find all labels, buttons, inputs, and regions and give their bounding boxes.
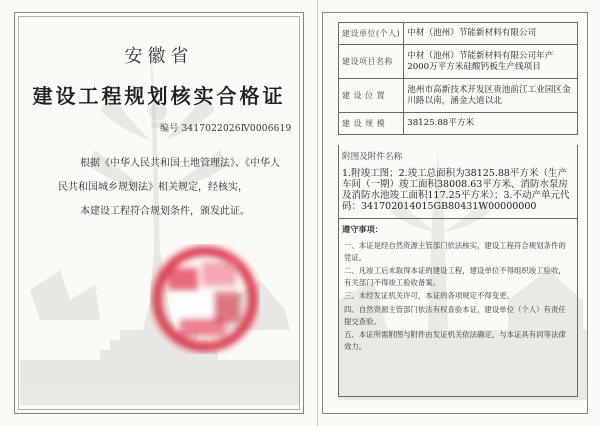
certificate-body <box>58 152 280 224</box>
list-item: 三、未经发证机关许可，本证的各项规定不得变更。 <box>344 291 514 301</box>
value-location: 池州市高新技术开发区贵池前江工业园区金川路以南，涵金大道以北 <box>404 79 578 113</box>
body-paragraph-legal-basis: 根据《中华人民共和国土地管理法》、《中华人民共和国城乡规划法》相关规定，经核实， <box>58 158 280 193</box>
table-row <box>339 45 578 79</box>
province-name: 安徽省 <box>124 46 194 67</box>
list-item: 二、凡竣工后未取得本证的建设工程，建设单位不得组织竣工验收，有关部门不得竣工验收备案。 <box>344 266 566 287</box>
label-builder: 建设单位(个人) <box>339 23 404 45</box>
value-scale: 38125.88平方米 <box>404 113 578 135</box>
certificate-title: 建设工程规划核实合格证 <box>32 84 286 108</box>
list-item: 一、本证是经自然资源主管部门依法核实，建设工程符合规划条件的凭证。 <box>344 241 566 262</box>
official-seal-icon <box>150 244 260 354</box>
attachments-title: 附图及附件名称 <box>342 152 403 162</box>
project-info-table <box>338 22 578 135</box>
label-location: 建 设 位 置 <box>339 79 404 113</box>
value-builder: 中材（池州）节能新材料有限公司 <box>404 23 578 45</box>
body-paragraph-conclusion: 本建设工程符合规划条件，颁发此证。 <box>80 206 250 217</box>
list-item: 四、自然资源主管部门依法有权查验本证，建设单位（个人）有责任提交查验。 <box>344 304 566 326</box>
label-project-name: 建设项目名称 <box>339 45 404 79</box>
table-row <box>339 23 578 45</box>
value-project-name: 中材（池州）节能新材料有限公司年产2000万平方米硅酸钙板生产线项目 <box>404 45 578 79</box>
label-scale: 建 设 规 模 <box>339 113 404 135</box>
certificate-number: 编号 3417022026Ⅳ0006619 <box>160 124 292 134</box>
table-row <box>339 113 578 135</box>
notes-title: 遵守事项： <box>342 224 383 234</box>
table-row <box>339 79 578 113</box>
attachments-text: 1.附竣工图；2.竣工总面积为38125.88平方米（生产车间（一期）竣工面积38008.63平方米、消防水泵房及消防水池竣工面积117.25平方米）；3.不动产单元代码：341702014015GB80431W00000000 <box>342 168 570 212</box>
list-item: 五、本证所需附图与附件由发证机关依法确定，与本证具有同等法律效力。 <box>344 330 566 351</box>
notes-list <box>344 240 572 354</box>
